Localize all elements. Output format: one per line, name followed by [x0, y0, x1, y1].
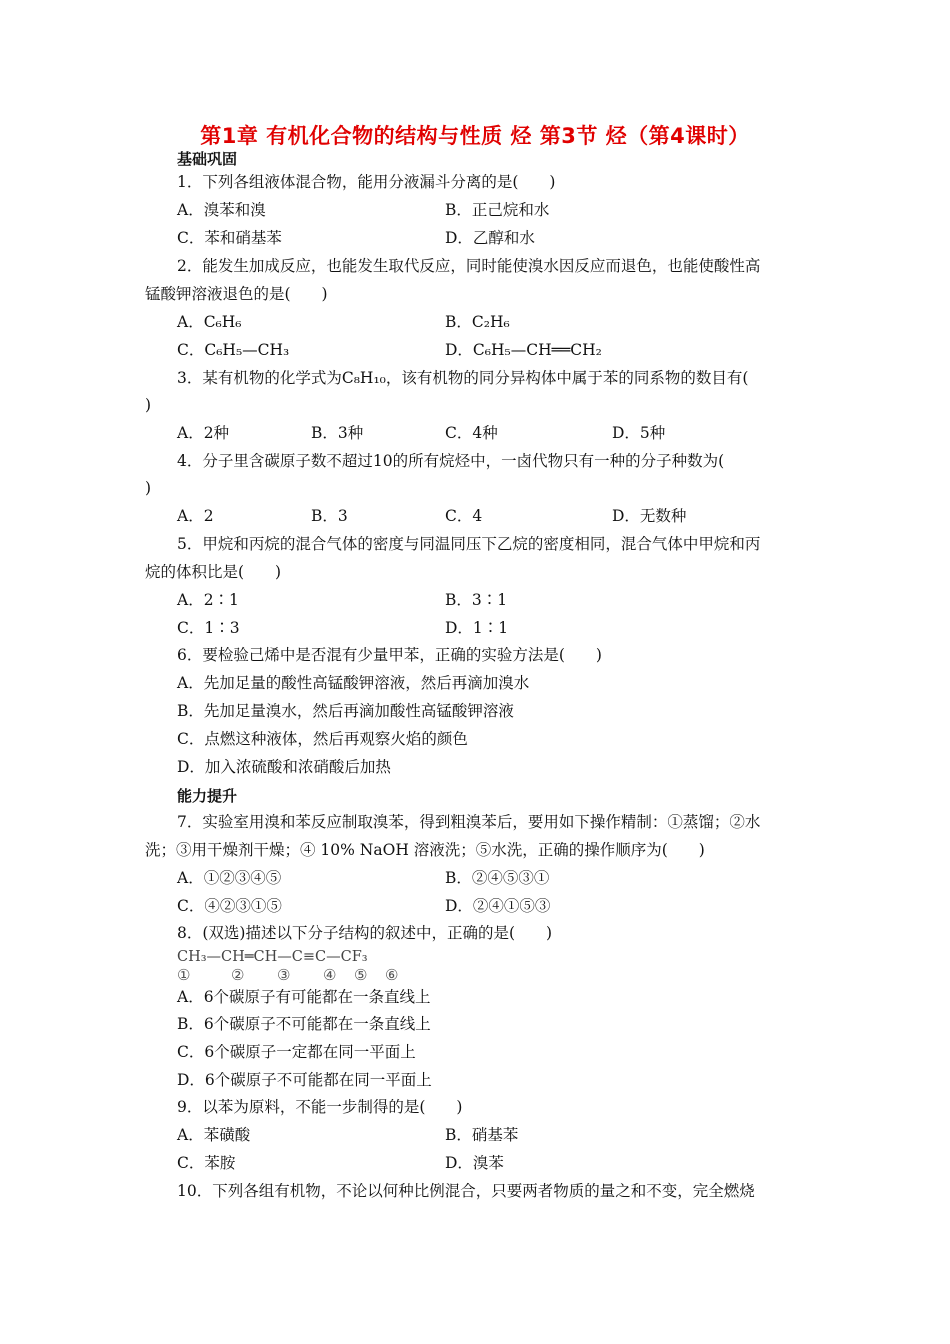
question-6-option-a: A．先加足量的酸性高锰酸钾溶液，然后再滴加溴水	[177, 674, 530, 692]
question-9-option-d: D．溴苯	[445, 1154, 504, 1172]
question-7-option-d: D．②④①⑤③	[445, 897, 551, 915]
question-5-option-d: D．1∶1	[445, 619, 509, 637]
question-8-carbon-numbering	[177, 966, 477, 988]
question-7-option-a: A．①②③④⑤	[177, 869, 282, 887]
question-6-option-b: B．先加足量溴水，然后再滴加酸性高锰酸钾溶液	[177, 702, 514, 720]
question-6-option-c: C．点燃这种液体，然后再观察火焰的颜色	[177, 730, 468, 748]
question-2-option-c: C．C₆H₅—CH₃	[177, 341, 290, 359]
question-2-stem-line-1: 2．能发生加成反应，也能发生取代反应，同时能使溴水因反应而退色，也能使酸性高	[177, 257, 761, 275]
question-9-option-a: A．苯磺酸	[177, 1126, 251, 1144]
question-1-option-b: B．正己烷和水	[445, 201, 550, 219]
page-title: 第1章 有机化合物的结构与性质 烃 第3节 烃（第4课时）	[200, 124, 750, 148]
question-7-stem-line-2: 洗；③用干燥剂干燥；④ 10% NaOH 溶液洗；⑤水洗，正确的操作顺序为( )	[145, 841, 705, 859]
question-8-option-b: B．6个碳原子不可能都在一条直线上	[177, 1015, 431, 1033]
question-5-stem-line-1: 5．甲烷和丙烷的混合气体的密度与同温同压下乙烷的密度相同，混合气体中甲烷和丙	[177, 535, 761, 553]
question-8-structure-formula: CH₃—CH═CH—C≡C—CF₃	[177, 949, 368, 965]
question-4-stem-line-2: )	[145, 479, 152, 497]
question-3-stem-line-1: 3．某有机物的化学式为C₈H₁₀，该有机物的同分异构体中属于苯的同系物的数目有(	[177, 369, 749, 387]
question-8-stem: 8．(双选)描述以下分子结构的叙述中，正确的是( )	[177, 924, 553, 942]
question-2-stem-line-2: 锰酸钾溶液退色的是( )	[145, 285, 328, 303]
carbon-number-2: ②	[231, 966, 245, 984]
question-9-stem: 9．以苯为原料，不能一步制得的是( )	[177, 1098, 463, 1116]
question-5-stem-line-2: 烷的体积比是( )	[145, 563, 282, 581]
question-1-option-c: C．苯和硝基苯	[177, 229, 282, 247]
question-6-stem: 6．要检验己烯中是否混有少量甲苯，正确的实验方法是( )	[177, 646, 602, 664]
question-5-option-b: B．3∶1	[445, 591, 508, 609]
carbon-number-4: ④	[323, 966, 337, 984]
question-9-option-c: C．苯胺	[177, 1154, 236, 1172]
question-3-option-d: D．5种	[612, 424, 666, 442]
question-5-option-a: A．2∶1	[177, 591, 239, 609]
question-4-option-c: C．4	[445, 507, 483, 525]
carbon-number-5: ⑤	[354, 966, 368, 984]
question-8-option-a: A．6个碳原子有可能都在一条直线上	[177, 988, 431, 1006]
question-4-stem-line-1: 4．分子里含碳原子数不超过10的所有烷烃中，一卤代物只有一种的分子种数为(	[177, 452, 725, 470]
question-7-stem-line-1: 7．实验室用溴和苯反应制取溴苯，得到粗溴苯后，要用如下操作精制：①蒸馏；②水	[177, 813, 761, 831]
question-4-option-d: D．无数种	[612, 507, 687, 525]
question-1-stem: 1．下列各组液体混合物，能用分液漏斗分离的是( )	[177, 173, 556, 191]
question-2-option-a: A．C₆H₆	[177, 313, 242, 331]
question-10-stem: 10．下列各组有机物，不论以何种比例混合，只要两者物质的量之和不变，完全燃烧	[177, 1182, 755, 1200]
question-6-option-d: D．加入浓硫酸和浓硝酸后加热	[177, 758, 391, 776]
question-8-option-c: C．6个碳原子一定都在同一平面上	[177, 1043, 416, 1061]
question-2-option-d: D．C₆H₅—CH══CH₂	[445, 341, 602, 359]
carbon-number-6: ⑥	[385, 966, 399, 984]
question-4-option-b: B．3	[311, 507, 348, 525]
carbon-number-3: ③	[277, 966, 291, 984]
question-7-option-b: B．②④⑤③①	[445, 869, 550, 887]
question-1-option-d: D．乙醇和水	[445, 229, 535, 247]
question-5-option-c: C．1∶3	[177, 619, 240, 637]
question-4-option-a: A．2	[177, 507, 214, 525]
carbon-number-1: ①	[177, 966, 191, 984]
question-9-option-b: B．硝基苯	[445, 1126, 519, 1144]
question-8-option-d: D．6个碳原子不可能都在同一平面上	[177, 1071, 432, 1089]
question-3-option-b: B．3种	[311, 424, 364, 442]
question-7-option-c: C．④②③①⑤	[177, 897, 282, 915]
question-3-option-c: C．4种	[445, 424, 498, 442]
section-heading-basic: 基础巩固	[177, 150, 238, 168]
question-3-stem-line-2: )	[145, 396, 152, 414]
question-1-option-a: A．溴苯和溴	[177, 201, 266, 219]
section-heading-advanced: 能力提升	[177, 787, 238, 805]
question-3-option-a: A．2种	[177, 424, 230, 442]
question-2-option-b: B．C₂H₆	[445, 313, 510, 331]
